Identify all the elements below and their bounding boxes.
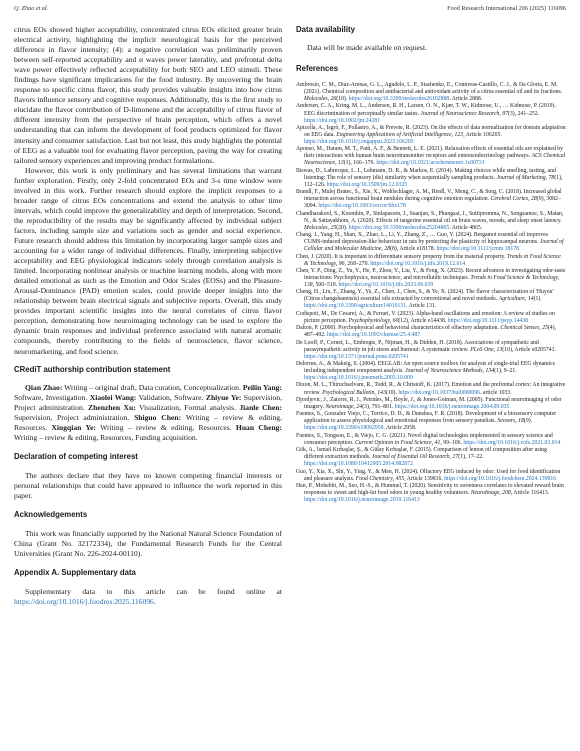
credit-author-name: Jianle Chen: (239, 402, 282, 412)
reference-list (296, 82, 566, 504)
reference-volume: (10), Article e0205741. (502, 346, 556, 353)
coi-statement: The authors declare that they have no known competing financial interests or personal relationships that could have appeared to influence the work reported in this paper. (14, 470, 282, 500)
reference-volume: , 99–106. (440, 439, 464, 446)
credit-author-role: Supervision, Project administration. (14, 412, 135, 422)
running-header (14, 5, 566, 15)
reference-item (296, 82, 566, 103)
reference-volume: (20). (336, 224, 349, 231)
reference-doi-link[interactable]: https://doi.org/10.1037/bul0000096 (398, 389, 481, 396)
reference-item (296, 254, 566, 268)
reference-volume: (1), 9–21. (494, 368, 517, 375)
acknowledgements-heading: Acknowledgements (14, 509, 88, 519)
reference-item (296, 189, 566, 210)
reference-journal: ACS Chemical Neuroscience, 13 (304, 153, 566, 167)
reference-volume: (10). (336, 96, 349, 103)
reference-journal: Trends in Food Science & Technology, 96 (304, 253, 561, 267)
reference-doi-link[interactable]: https://doi.org/10.1021/acschemneuro.1c00731 (376, 160, 485, 167)
reference-volume: (3), 241–252. (507, 110, 540, 117)
reference-doi-link[interactable]: https://doi.org/10.1016/j.foodchem.2024.139816 (444, 475, 557, 482)
appendix-doi-link[interactable]: https://doi.org/10.1016/j.foodres.2025.116096 (14, 597, 154, 607)
reference-journal: Engineering Applications of Artificial Intelligence, 123 (336, 131, 464, 138)
credit-author-name: Zhiyue Ye: (205, 392, 242, 402)
reference-article: . Article 4865. (449, 224, 483, 231)
reference-text: De Looff, P., Cornet, L., Embregts, P., Nijman, H., & Didden, H. (2018). Associations of sympathetic and parasympathetic activity in job stress and burnout: A systematic review. (296, 339, 539, 353)
references-heading: References (296, 64, 339, 74)
reference-text: Cheng, H., Liu, F., Zhang, Y., Ye, Z., Chen, J., Chen, S., & Ye, X. (2024). The flavor characterization of 'Huyou' (Citrus changshanensis) essential oils extracted by conventional and novel methods. (296, 289, 554, 303)
reference-volume: , Article 116413. (510, 489, 550, 496)
reference-doi-link[interactable]: https://doi.org/10.1111/psyp.14438 (447, 317, 528, 324)
reference-item (296, 168, 566, 189)
left-column (14, 25, 282, 607)
data-availability-heading: Data availability (296, 25, 355, 34)
reference-text: Guo, Y., Xia, X., Shi, Y., Ying, Y., & Men, H. (2024). Olfactory EEG induced by odor: Used for food identification and pleasure analysis. (296, 468, 561, 482)
reference-item (296, 125, 566, 146)
reference-text: Han, P., Mohebbi, M., Seo, H.-S., & Hummel, T. (2020). Sensitivity to sweetness correlates to elevated reward brain responses to sweet and high-fat food odors in young healthy volunteers. (296, 482, 564, 496)
reference-volume: (1), 166–176. (343, 160, 377, 167)
reference-doi-link[interactable]: https://doi.org/10.1016/j.neuroimage.2019.116413 (304, 497, 420, 503)
header-journal: Food Research International 206 (2025) 116096 (447, 5, 566, 12)
limitations-paragraph: However, this work is only preliminary and has several limitations that warrant further exploration. Firstly, only 2-fold concentrated EOs and 3-s time window were involved in this work. Further research should explore the implicit responses to a broader range of citrus EOs concentrations and extend the analysis to other time intervals, which could improve the generalizability and depth of interpretation. Second, the reproducibility of the results may be significantly affected by individual subject factors, including sample size and variations such as gender and social experience. Future research should address this limitation by incorporating larger sample sizes and accounting for a wider range of individual differences. Finally, interpreting subjective acceptability and EEG physiological indicators solely through correlation analysis is limited. Incorporating nonlinear analysis or machine learning models, along with more detailed emotional as such as the Emotion and Odor Scales (EOSs) and the Pleasure-Arousal-Dominance (PAD) emotion scales, could provide deeper insights into the relationship between brain electrical signals and subjective reports. Overall, this study provides important scientific insights into the neural correlates of citrus flavor perception, demonstrating how neuroimaging technology can be used to explore the dynamic brain responses and individual preference associated with natural aromatic compounds, thereby contributing to the fields of neuroscience, flavor science, neuromarketing, and food science. (14, 165, 282, 356)
credit-author-role: Software, Investigation. (14, 392, 90, 402)
reference-journal: Molecules, 26 (304, 96, 337, 103)
reference-doi-link[interactable]: https://doi.org/10.1093/cercor/bhx178 (318, 203, 406, 210)
credit-author-role: Writing – review & editing, Resources. (96, 422, 236, 432)
reference-article: . Article 2888. (449, 96, 483, 103)
reference-text: Brandl, F., Mulej Bratec, S., Xie, X., Wohlschlager, A. M., Riedl, V., Meng, C., & Sorg, C. (2018). Increased global interaction across functional brain modules during cognitive emotion regulation. (296, 189, 562, 203)
reference-item (296, 447, 566, 468)
credit-author-name: Xiaolei Wang: (89, 392, 137, 402)
reference-item (296, 268, 566, 289)
right-column (296, 25, 566, 504)
credit-author-role: Writing – review & editing, Resources, Funding acquisition. (14, 432, 198, 442)
reference-item (296, 146, 566, 167)
reference-journal: Neuroimage, 24 (325, 403, 363, 410)
reference-volume: (1), 112–126. (304, 174, 563, 188)
reference-item (296, 469, 566, 483)
reference-doi-link[interactable]: https://doi.org/10.1016/j.neuroimage.2004.09.035 (394, 403, 510, 410)
reference-volume: (9). (523, 418, 533, 425)
conclusion-paragraph: citrus EOs showed higher acceptability, concentrated citrus EOs elicited greater brain electrical activity, highlighting the implicit neurological basis for the perceived difference in flavor intensity; (4): a negative correlation was preliminarily proven between self-reported acceptability and α waves power laterality, and prefrontal delta wave power effectively reflected acceptability for both SEO and LEO stimuli. These findings have significant implications for the food industry. By uncovering the brain response to specific citrus flavor, this study provides valuable insights into how citrus flavors influence sensory and cognitive responses. Additionally, this is the first study to elucidate the flavor contribution of D-limonene and the acceptability of citrus flavor of different intensity from the perspective of brain perception, which offers a novel understanding that can inform the development of food products optimized for flavor intensity and consumer satisfaction. Last but not least, this study highlights the potential of EEG as a valuable tool for evaluating flavor perception, paving the way for creating tailored sensory experiences and improving product formulations. (14, 25, 282, 165)
reference-item (296, 411, 566, 432)
reference-journal: Current Opinion in Food Science, 41 (354, 439, 441, 446)
appendix-text-lead: Supplementary data to this article can be found online at (25, 587, 282, 597)
reference-journal: Food Chemistry, 455 (355, 475, 405, 482)
data-availability-text: Data will be made available on request. (307, 43, 427, 52)
reference-text: Delorme, A., & Makeig, S. (2004). EEGLAB: An open source toolbox for analysis of single-trial EEG dynamics including independent component analysis. (296, 361, 556, 375)
reference-volume: (12), Article e14438. (398, 317, 448, 324)
reference-text: Codispoti, M., De Cesarei, A., & Ferrari, V. (2023). Alpha-band oscillations and emotion: A review of studies on picture perception. (296, 310, 555, 324)
reference-item (296, 483, 566, 504)
reference-doi-link[interactable]: https://doi.org/10.3390/molecules26102888 (348, 96, 450, 103)
reference-item (296, 340, 566, 361)
reference-journal: NeuroImage, 208 (470, 489, 511, 496)
reference-item (296, 311, 566, 325)
reference-doi-link[interactable]: https://doi.org/10.1016/j.jneumeth.2003.10.009 (304, 375, 413, 382)
credit-statement (14, 383, 282, 443)
reference-article: . article 1033. (480, 389, 512, 396)
credit-author-name: Zhenzhen Xu: (88, 402, 136, 412)
reference-journal: Journal of Cellular and Molecular Medicine, 28 (304, 239, 564, 253)
credit-author-name: Shiguo Chen: (134, 412, 182, 422)
appendix-text (14, 587, 282, 607)
reference-journal: Psychological Bulletin, 143 (322, 389, 386, 396)
reference-doi-link[interactable]: https://doi.org/10.1509/jm.12.0325 (326, 181, 408, 188)
reference-doi-link[interactable]: https://doi.org/10.3390/s18092958 (304, 425, 384, 432)
reference-item (296, 397, 566, 411)
reference-journal: Trends in Food Science & Technology, 138 (304, 274, 560, 289)
reference-doi-link[interactable]: https://doi.org/10.1093/chemse/25.4.487 (327, 332, 421, 339)
reference-item (296, 211, 566, 232)
reference-doi-link[interactable]: https://doi.org/10.1371/journal.pone.0205741 (304, 353, 409, 360)
reference-volume: , Article 139816. (404, 475, 445, 482)
reference-volume: (9), 3082–3094. (304, 196, 561, 210)
reference-doi-link[interactable]: https://doi.org/10.3390/molecules25204865 (348, 224, 450, 231)
reference-item (296, 433, 566, 447)
credit-author-name: Xingqian Ye: (51, 422, 96, 432)
credit-author-role: Validation, Software. (136, 392, 206, 402)
reference-journal: Sensors, 18 (497, 418, 524, 425)
credit-author-role: Visualization, Formal analysis. (135, 402, 240, 412)
reference-item (296, 232, 566, 253)
reference-item (296, 289, 566, 310)
reference-doi-link[interactable]: https://doi.org/10.1016/j.cofs.2021.03.014 (463, 439, 561, 446)
reference-doi-link[interactable]: https://doi.org/10.1080/10412905.2014.982872 (304, 461, 413, 468)
reference-volume: (3), 791–801. (362, 403, 395, 410)
reference-doi-link[interactable]: https://doi.org/10.1002/jnr.24281 (304, 117, 381, 124)
reference-doi-link[interactable]: https://doi.org/10.1016/j.tifs.2019.12.014 (370, 260, 466, 267)
credit-author-name: Peilin Yang: (242, 382, 282, 392)
reference-text: Dixon, M. L., Thiruchselvam, R., Todd, R., & Christoff, K. (2017). Emotion and the prefrontal cortex: An integrative review. (296, 382, 566, 396)
reference-text: Chen, Y. P., Ding, Z., Yu, Y., He, P., Zhou, Y., Liu, Y., & Feng, X. (2023). Recent advances in investigating odor-taste interactions: Psychophysics, neuroscience, and microfluidic techniques. (296, 267, 566, 281)
reference-journal: Journal of Marketing, 78 (496, 174, 555, 181)
coi-heading: Declaration of competing interest (14, 451, 138, 461)
credit-author-name: Huan Cheng: (235, 422, 283, 432)
reference-doi-link[interactable]: https://doi.org/10.1016/j.engappai.2023.106205 (304, 139, 414, 146)
reference-journal: PLoS One, 13 (470, 346, 503, 353)
reference-text: Chandharakool, S., Koomhin, P., Sinlapasorn, J., Suanjan, S., Phungsai, J., Suttipromma, N., Songsamoe, S., Matan, N., & Sattayakhom, A. (2020). Effects of tangerine essential oil on brain waves, moods, and sleep onset latency. (296, 210, 564, 224)
reference-text: Fuentes, S., Tongson, E., & Viejo, C. G. (2021). Novel digital technologies implemented in sensory science and consumer perception. (296, 432, 553, 446)
reference-text: Gök, A., İsmail Kırbaşlar, Ş., & Gülay Kırbaşlar, F. (2015). Comparison of lemon oil composition after using different extraction methods. (296, 447, 547, 461)
appendix-heading: Appendix A. Supplementary data (14, 568, 136, 578)
credit-author-name: Qian Zhao: (25, 382, 63, 392)
credit-author-role: Writing – review & editing, Resources. (14, 412, 282, 432)
reference-text: Ambrosio, C. M., Diaz-Arenas, G. L., Agudelo, L. P., Stashenko, E., Contreras-Castillo, C. J., & Da Gloria, E. M. (2021). Chemical composition and antibacterial and antioxidant activity of a citrus essential oil and its fractions. (296, 82, 563, 96)
reference-item (296, 382, 566, 396)
reference-item (296, 103, 566, 124)
reference-doi-link[interactable]: https://doi.org/10.3390/agriculture14010131 (304, 303, 407, 310)
reference-doi-link[interactable]: https://doi.org/10.1016/j.tifs.2023.06.039 (338, 282, 434, 289)
reference-doi-link[interactable]: https://doi.org/10.1111/jcmm.18178 (436, 246, 520, 253)
reference-volume: (1), 17–22. (458, 454, 484, 461)
reference-journal: Journal of Neuroscience Methods, 134 (405, 368, 495, 375)
reference-text: Aponso, M., Haram, M. T., Patti, A. F., & Bennett, L. E. (2021). Relaxation effects of essential oils are explained by their interactions with human brain neurotransmitter receptors and enteroendocrinology pathways. (296, 146, 564, 160)
reference-volume: (1). (533, 296, 542, 303)
reference-text: Chang, J., Yang, H., Shan, X., Zhao, L., Li, Y., Zhang, Z., … Guo, Y. (2024). Bergamot essential oil improves CUMS-induced depression-like behaviour in rats by protecting the plasticity of hippocampal neurons. (296, 232, 549, 246)
reference-journal: Psychophysiology, 60 (348, 317, 399, 324)
reference-item (296, 325, 566, 339)
acknowledgements-text: This work was financially supported by the National Natural Science Foundation of China (Grant No. 32172334), the Fundamental Research Funds for the Central Universities (Grant No. 226-2024-00110). (14, 528, 282, 559)
reference-volume: (4), 487–492. (304, 325, 556, 339)
reference-text: Dalton, P. (2000). Psychophysical and behavioral characteristics of olfactory adaptation. (296, 325, 501, 332)
reference-journal: Chemical Senses, 25 (500, 325, 548, 332)
header-authors: Q. Zhao et al. (14, 5, 49, 12)
credit-heading: CRediT authorship contribution statement (14, 364, 171, 374)
reference-volume: (8), Article e18178. (390, 246, 437, 253)
reference-text: Chen, J. (2020). It is important to differentiate sensory property from the material property. (296, 253, 507, 260)
reference-text: Biswas, D., Labrecque, L. I., Lehmann, D. R., & Markos, E. (2014). Making choices while smelling, tasting, and listening: The role of sensory (dis) similarity when sequentially sampling products. (296, 167, 556, 181)
reference-volume: , 268–270. (344, 260, 371, 267)
reference-journal: Molecules, 25 (304, 224, 337, 231)
reference-text: Djordjevic, J., Zatorre, R. J., Petrides, M., Boyle, J., & Jones-Gotman, M. (2005). Functional neuroimaging of odor imagery. (296, 396, 562, 410)
reference-article: . Article 131. (406, 303, 437, 310)
reference-item (296, 361, 566, 382)
appendix-text-end: . (153, 597, 156, 607)
reference-journal: Journal of Neuroscience Research, 97 (420, 110, 508, 117)
reference-volume: , 500–510. (312, 282, 339, 289)
reference-volume: , Article 106205. (463, 131, 502, 138)
reference-journal: Cerebral Cortex, 28 (490, 196, 537, 203)
reference-volume: (10). (385, 389, 399, 396)
reference-journal: Journal of Essential Oil Research, 27 (371, 454, 459, 461)
credit-author-role: Writing – original draft, Data curation, Conceptualization. (62, 382, 243, 392)
reference-article: . Article 2958. (383, 425, 417, 432)
reference-text: Apicella, A., Isgrò, F., Pollastro, A., & Prevete, R. (2023). On the effects of data normalization for domain adaptation on EEG data. (296, 124, 566, 138)
reference-text: Andersen, C. A., Kring, M. L., Andersen, R. H., Larsen, O. N., Kjær, T. W., Kidmose, U., … Kidmose, P. (2019). EEG discrimination of perceptually similar tastes. (296, 103, 556, 117)
reference-journal: Agriculture, 14 (498, 296, 534, 303)
credit-author-role: Supervision, Project administration. (14, 392, 282, 412)
reference-text: Fuentes, S., Gonzalez Viejo, C., Torrico, D. D., & Dunshea, F. R. (2018). Development of a biosensory computer application to assess physiological and emotional responses from sensory panelists. (296, 411, 556, 425)
